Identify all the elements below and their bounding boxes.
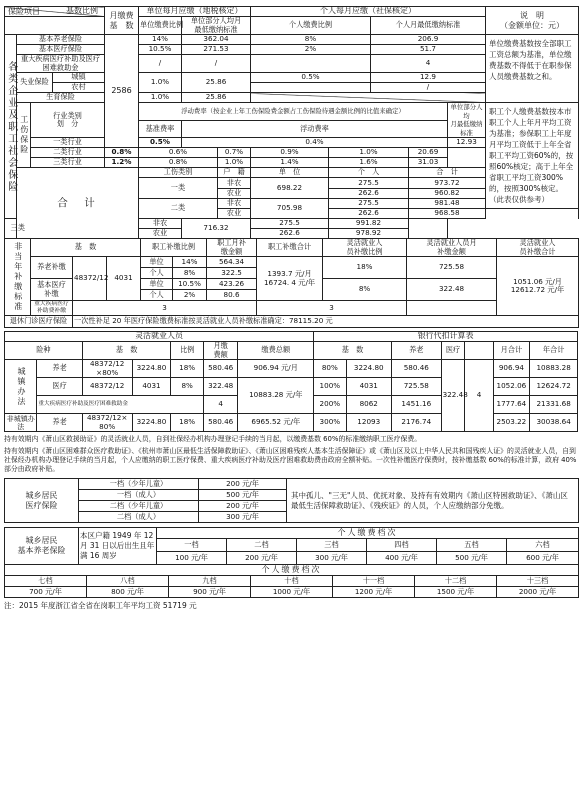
unemployment-rural-rate (251, 83, 371, 93)
injury-row-3-base: 1.2% (105, 158, 139, 168)
r2-bbase: 4031 (346, 378, 391, 396)
pension-personal-min: 206.9 (371, 35, 486, 45)
r4-bratio: 300% (314, 414, 346, 432)
r1-mt: 906.94 (493, 360, 530, 378)
injury-row-1-float: 0.4% (182, 138, 448, 148)
back-serious-label: 重大疾病医疗补助费补缴 (31, 301, 73, 316)
col-bank-spacer (465, 342, 493, 360)
insurance-rate-sheet (0, 6, 582, 809)
back-total-header: 职工补缴合计 (257, 239, 323, 257)
r2-ratio: 8% (171, 378, 203, 396)
pension-grade-8-name: 八档 (87, 576, 169, 587)
footer-note: 注：2015 年度浙江省全省在岗职工年平均工资 51719 元 (4, 601, 197, 610)
total-row-4-total: 968.58 (409, 209, 486, 219)
col-month: 月缴 费额 (203, 342, 238, 360)
r3-mt: 1777.64 (493, 396, 530, 414)
r4-month: 580.46 (203, 414, 238, 432)
total-row-3-unit: 705.98 (251, 198, 329, 218)
total-row-2-hukou: 农业 (218, 188, 251, 198)
injury-row-1-name: 一类行业 (31, 138, 105, 148)
pension-label: 基本养老保险 (17, 35, 105, 45)
pension-grade-9-amount: 900 元/年 (169, 587, 251, 598)
total-row-1-hukou: 非农 (218, 178, 251, 188)
col-bank-pension: 养老 (391, 342, 441, 360)
r4-name: 养老 (37, 414, 82, 432)
medical-label: 基本医疗保险 (17, 45, 105, 55)
flex-pension-amount: 725.58 (407, 257, 497, 279)
flex-back-total: 1051.06 元/月 12612.72 元/年 (497, 257, 579, 316)
back-row-2-amount: 322.5 (207, 268, 257, 279)
r4-mt: 2503.22 (493, 414, 530, 432)
noncity-label: 非城镇办法 (5, 414, 37, 432)
unemployment-unit-min: 25.86 (182, 73, 251, 93)
r4-bbase: 12093 (346, 414, 391, 432)
injury-row-2-min: 20.69 (409, 148, 448, 158)
maternity-label: 生育保险 (17, 93, 105, 103)
resident-medical-note: 其中孤儿、"三无"人员、优抚对象、及持有有效期内《萧山区特困救助证》、《萧山区最低生活保障救助证》、《残疾证》的人员，个人应缴纳部分免缴。 (287, 479, 579, 523)
back-pension-label: 养老补缴 (31, 257, 73, 279)
total-row-1-unit: 698.22 (251, 178, 329, 198)
header-personal-rate: 个人缴费比例 (251, 17, 371, 35)
total-row-5-personal: 275.5 (251, 219, 329, 229)
total-label: 合 计 (17, 168, 139, 239)
unemployment-rural-min: / (371, 83, 486, 93)
back-payment-table (4, 238, 579, 328)
total-row-5-hukou: 非农 (139, 219, 182, 229)
r3-bbase: 8062 (346, 396, 391, 414)
col-bank-medical: 医疗 (441, 342, 465, 360)
retire-text: 一次性补足 20 年医疗保险缴费标准按灵活就业人员补缴标准确定：78115.20 元 (73, 316, 579, 328)
flex-medical-amount: 322.48 (407, 279, 497, 301)
header-corner (5, 7, 105, 17)
r1-bratio: 80% (314, 360, 346, 378)
total-row-4-personal: 262.6 (329, 209, 409, 219)
r2-base: 48372/12 (82, 378, 132, 396)
injury-row-2-name: 二类行业 (31, 148, 105, 158)
r3-yt: 21331.68 (530, 396, 578, 414)
enterprise-insurance-table (4, 6, 579, 239)
injury-row-1-min: 12.93 (448, 138, 486, 148)
header-note: 说 明 （金额单位：元） (486, 7, 579, 35)
unemployment-unit-rate: 1.0% (139, 73, 182, 93)
pension-grade-5-name: 五档 (437, 539, 507, 552)
r1-base: 48372/12 ×80% (82, 360, 132, 378)
r2-base2: 4031 (132, 378, 171, 396)
total-row-3-hukou: 非农 (218, 198, 251, 208)
header-base-ratio: 基数比例 (66, 6, 98, 15)
pension-grade-11-amount: 1200 元/年 (333, 587, 415, 598)
bank-medical-amount: 322.48 (441, 360, 465, 432)
pension-grade-7-name: 七档 (5, 576, 87, 587)
unemployment-personal-min: 12.9 (371, 73, 486, 83)
pension-grade-3-name: 三档 (297, 539, 367, 552)
r2-mt: 1052.06 (493, 378, 530, 396)
unemployment-city: 城镇 (53, 73, 105, 83)
header-monthly-base: 月缴费 基 数 (105, 7, 139, 35)
pension-grade-6-name: 六档 (507, 539, 579, 552)
injury-row-2-f2: 0.7% (218, 148, 251, 158)
r2-bratio: 100% (314, 378, 346, 396)
serious-unit-rate: / (139, 55, 182, 73)
flex-header: 灵活就业人员 (5, 332, 314, 342)
r4-base2: 3224.80 (132, 414, 171, 432)
serious-unit-min: / (182, 55, 251, 73)
pension-grade-2-amount: 200 元/年 (227, 552, 297, 565)
pension-grade-5-amount: 500 元/年 (437, 552, 507, 565)
note-spacer-4 (409, 229, 448, 239)
total-row-1-total: 973.72 (409, 178, 486, 188)
total-row-1-cat: 一类 (139, 178, 218, 198)
flexible-employment-table (4, 331, 578, 432)
pension-grade-3-amount: 300 元/年 (297, 552, 367, 565)
serious-personal-min: 4 (371, 55, 486, 73)
back-ratio-header: 职工补缴比例 (141, 239, 207, 257)
back-base-header: 基 数 (31, 239, 141, 257)
resident-medical-table (4, 478, 579, 523)
r4-base: 48372/12× 80% (82, 414, 132, 432)
header-unit-monthly: 单位每月应缴（地税核定） (139, 7, 251, 17)
back-row-3-who: 单位 (141, 279, 173, 290)
r1-bbase: 3224.80 (346, 360, 391, 378)
pension-personal-rate: 8% (251, 35, 371, 45)
r2-total: 10883.28 元/年 (238, 378, 314, 414)
unemployment-label: 失业保险 (17, 73, 53, 93)
resident-medical-grade-3: 二档（少年儿童） (79, 501, 199, 512)
unemployment-rural: 农村 (53, 83, 105, 93)
total-row-6-personal: 262.6 (251, 229, 329, 239)
resident-medical-amount-4: 300 元/年 (199, 512, 287, 523)
r1-total: 906.94 元/月 (238, 360, 314, 378)
pension-grade-13-amount: 2000 元/年 (497, 587, 579, 598)
r1-ratio: 18% (171, 360, 203, 378)
resident-medical-grade-4: 二档（成人） (79, 512, 199, 523)
back-row-1-amount: 564.34 (207, 257, 257, 268)
col-month-total: 月合计 (493, 342, 530, 360)
pension-grade-7-amount: 700 元/年 (5, 587, 87, 598)
retire-label: 退休门诊医疗保险 (5, 316, 73, 328)
injury-row-3-name: 三类行业 (31, 158, 105, 168)
back-row-3-amount: 423.26 (207, 279, 257, 290)
pension-grade-2-name: 二档 (227, 539, 297, 552)
serious-label: 重大疾病医疗补助及医疗困难救助金 (17, 55, 105, 73)
col-base: 基 数 (82, 342, 171, 360)
total-hdr-cat: 工伤类别 (139, 168, 218, 178)
resident-medical-amount-1: 200 元/年 (199, 479, 287, 490)
enterprise-category-label: 各类企业及职工社会保险 (5, 35, 17, 219)
back-row-1-ratio: 14% (173, 257, 207, 268)
total-row-3-cat: 二类 (139, 198, 218, 218)
r1-name: 养老 (37, 360, 82, 378)
pension-grade-4-amount: 400 元/年 (367, 552, 437, 565)
r3-month: 4 (203, 396, 238, 414)
r1-yt: 10883.28 (530, 360, 578, 378)
back-pension-base: 48372/12 (73, 257, 107, 301)
injury-row-3-min: 31.03 (409, 158, 448, 168)
note-spacer-3 (409, 219, 448, 229)
pension-grade-1-amount: 100 元/年 (157, 552, 227, 565)
resident-pension-table (4, 527, 579, 565)
resident-medical-amount-2: 500 元/年 (199, 490, 287, 501)
col-insure: 险种 (5, 342, 83, 360)
total-row-1-personal: 275.5 (329, 178, 409, 188)
note-paragraph-1: 持有效期内《萧山区救援助证》的灵活就业人员，自到社保经办机构办理登记手续的当月起，以缴费基数 60%的标准缴纳职工医疗保费。 (4, 435, 422, 443)
injury-row-3-f3: 1.4% (251, 158, 329, 168)
resident-pension-header-2: 个人缴费档次 (5, 565, 579, 576)
r4-yt: 30038.64 (530, 414, 578, 432)
r1-month: 580.46 (203, 360, 238, 378)
resident-medical-label: 城乡居民 医疗保险 (5, 479, 79, 523)
back-row-3-ratio: 10.5% (173, 279, 207, 290)
back-row-2-ratio: 8% (173, 268, 207, 279)
injury-row-2-f1: 0.6% (139, 148, 218, 158)
bank-header: 银行代扣计算表 (314, 332, 578, 342)
total-hdr-unit: 单 位 (251, 168, 329, 178)
total-row-6-total: 978.92 (329, 229, 409, 239)
col-ratio: 比例 (171, 342, 203, 360)
pension-grade-13-name: 十三档 (497, 576, 579, 587)
injury-row-3-f2: 1.0% (218, 158, 251, 168)
flex-total-header: 灵活就业人 员补缴合计 (497, 239, 579, 257)
note-personal-base: 职工个人缴费基数按本市职工个人上年月平均工资为基准；参保职工上年度月平均工资低于上年全省职工平均工资60%的，按照60%核定；高于上年全省职工平均工资300%的，按照300%核定。 （此表仅供参考） (486, 103, 579, 209)
resident-medical-amount-3: 200 元/年 (199, 501, 287, 512)
header-personal-monthly: 个人每月应缴（社保核定） (251, 7, 486, 17)
pension-grade-12-name: 十二档 (415, 576, 497, 587)
total-row-5-unit: 716.32 (182, 219, 251, 239)
medical-unit-rate: 10.5% (139, 45, 182, 55)
injury-base-rate-header: 基准费率 (139, 120, 182, 138)
r2-month: 322.48 (203, 378, 238, 396)
total-hdr-hukou: 户 籍 (218, 168, 251, 178)
monthly-base-value: 2586 (105, 35, 139, 148)
r4-ratio: 18% (171, 414, 203, 432)
col-bank-base: 基 数 (314, 342, 392, 360)
note-spacer-2 (486, 209, 579, 219)
injury-industry-header: 行业类别 划 分 (31, 103, 105, 138)
medical-unit-min: 271.53 (182, 45, 251, 55)
total-hdr-total: 合 计 (409, 168, 486, 178)
injury-label: 工伤保险 (17, 103, 31, 168)
note-unit-base: 单位缴费基数按全部职工工资总额为基准，单位缴费基数不得低于在职参保人员缴费基数之和。 (486, 35, 579, 103)
injury-min-header: 单位部分人均 月最低缴纳标准 (448, 103, 486, 138)
total-row-3-personal: 275.5 (329, 198, 409, 208)
maternity-personal-na (251, 93, 486, 103)
pension-grade-4-name: 四档 (367, 539, 437, 552)
total-row-3-total: 981.48 (409, 198, 486, 208)
header-personal-min: 个人月最低缴纳标准 (371, 17, 486, 35)
r4-total: 6965.52 元/年 (238, 414, 314, 432)
back-base-2: 4031 (107, 257, 141, 301)
col-total: 缴费总额 (238, 342, 314, 360)
back-row-1-who: 单位 (141, 257, 173, 268)
header-unit-avg: 单位部分人均月 最低缴纳标准 (182, 17, 251, 35)
total-row-4-hukou: 农业 (218, 209, 251, 219)
pension-grade-10-name: 十档 (251, 576, 333, 587)
back-medical-label: 基本医疗 补缴 (31, 279, 73, 301)
r2-yt: 12624.72 (530, 378, 578, 396)
injury-row-2-f3: 0.9% (251, 148, 329, 158)
serious-personal-rate (251, 55, 371, 73)
r3-bratio: 200% (314, 396, 346, 414)
back-row-4-ratio: 2% (173, 290, 207, 301)
r1-base2: 3224.80 (132, 360, 171, 378)
resident-pension-label: 城乡居民 基本养老保险 (5, 528, 79, 565)
pension-unit-rate: 14% (139, 35, 182, 45)
note-paragraph-2: 持有效期内《萧山区困难群众医疗救助证》、《杭州市萧山区最低生活保障救助证》、《萧山区困难残疾人基本生活保障证》或《萧山区及以上中华人民共和国残疾人证》的灵活就业人员，自到社保经办机构办理登记手续的当月起，个人应缴纳的职工医疗保费、重大疾病医疗补助及医疗困难救助费由政府全额补贴。一次性补缴医疗保费时，按补缴基数 60%的标准计算，政府 40%部分由政府补贴。 (4, 447, 577, 473)
injury-floating-rate-header: 浮动费率 (182, 120, 448, 138)
pension-grade-9-name: 九档 (169, 576, 251, 587)
bank-medical-extra: 4 (465, 360, 493, 432)
maternity-unit-min: 25.86 (182, 93, 251, 103)
r3-bamount: 1451.16 (391, 396, 441, 414)
injury-row-2-base: 0.8% (105, 148, 139, 158)
medical-personal-min: 51.7 (371, 45, 486, 55)
resident-pension-table-2 (4, 564, 579, 598)
back-month-header: 职工月补 缴金额 (207, 239, 257, 257)
back-row-4-amount: 80.6 (207, 290, 257, 301)
injury-floating-header: 浮动费率（按企业上年工伤保险费金额占工伤保险待遇金额比例的比值来确定） (139, 103, 448, 121)
flex-serious-amount: 3 (257, 301, 407, 316)
maternity-unit-rate: 1.0% (139, 93, 182, 103)
pension-grade-8-amount: 800 元/年 (87, 587, 169, 598)
r2-name: 医疗 (37, 378, 82, 396)
header-spacer (5, 17, 105, 35)
total-row-6-hukou: 农业 (139, 229, 182, 239)
total-row-2-total: 960.82 (409, 188, 486, 198)
r4-bamount: 2176.74 (391, 414, 441, 432)
back-row-4-who: 个人 (141, 290, 173, 301)
back-payment-category: 非当年补缴标准 (5, 239, 31, 316)
injury-row-3-f4: 1.6% (329, 158, 409, 168)
injury-row-1-base: 0.5% (139, 138, 182, 148)
pension-grade-10-amount: 1000 元/年 (251, 587, 333, 598)
back-row-2-who: 个人 (141, 268, 173, 279)
pension-unit-min: 362.04 (182, 35, 251, 45)
total-row-5-total: 991.82 (329, 219, 409, 229)
total-hdr-personal: 个 人 (329, 168, 409, 178)
resident-medical-grade-2: 一档（成人） (79, 490, 199, 501)
pension-grade-12-amount: 1500 元/年 (415, 587, 497, 598)
pension-grade-1-name: 一档 (157, 539, 227, 552)
resident-medical-grade-1: 一档（少年儿童） (79, 479, 199, 490)
flex-medical-ratio: 8% (323, 279, 407, 301)
back-employee-total: 1393.7 元/月 16724. 4 元/年 (257, 257, 323, 301)
back-serious-amount: 3 (73, 301, 257, 316)
r1-bamount: 580.46 (391, 360, 441, 378)
flex-pension-ratio: 18% (323, 257, 407, 279)
unemployment-personal-rate: 0.5% (251, 73, 371, 83)
medical-personal-rate: 2% (251, 45, 371, 55)
flex-month-header: 灵活就业人员月 补缴金额 (407, 239, 497, 257)
resident-pension-eligibility: 本区户籍 1949 年 12 月 31 日以后出生且年满 16 周岁 (79, 528, 157, 565)
total-row-2-personal: 262.6 (329, 188, 409, 198)
flex-ratio-header: 灵活就业人 员补缴比例 (323, 239, 407, 257)
total-row-5-cat: 三类 (5, 219, 31, 239)
col-year-total: 年合计 (530, 342, 578, 360)
city-label: 城镇办法 (5, 360, 37, 414)
r2-bamount: 725.58 (391, 378, 441, 396)
injury-row-3-f1: 0.8% (139, 158, 218, 168)
header-unit-rate: 单位缴费比例 (139, 17, 182, 35)
pension-grade-6-amount: 600 元/年 (507, 552, 579, 565)
r3-name: 重大疾病医疗补助及医疗困难救助金 (37, 396, 203, 414)
header-insurance-item: 保险项目 (8, 6, 40, 16)
pension-grade-11-name: 十一档 (333, 576, 415, 587)
resident-pension-header: 个人缴费档次 (157, 528, 579, 539)
injury-row-2-f4: 1.0% (329, 148, 409, 158)
